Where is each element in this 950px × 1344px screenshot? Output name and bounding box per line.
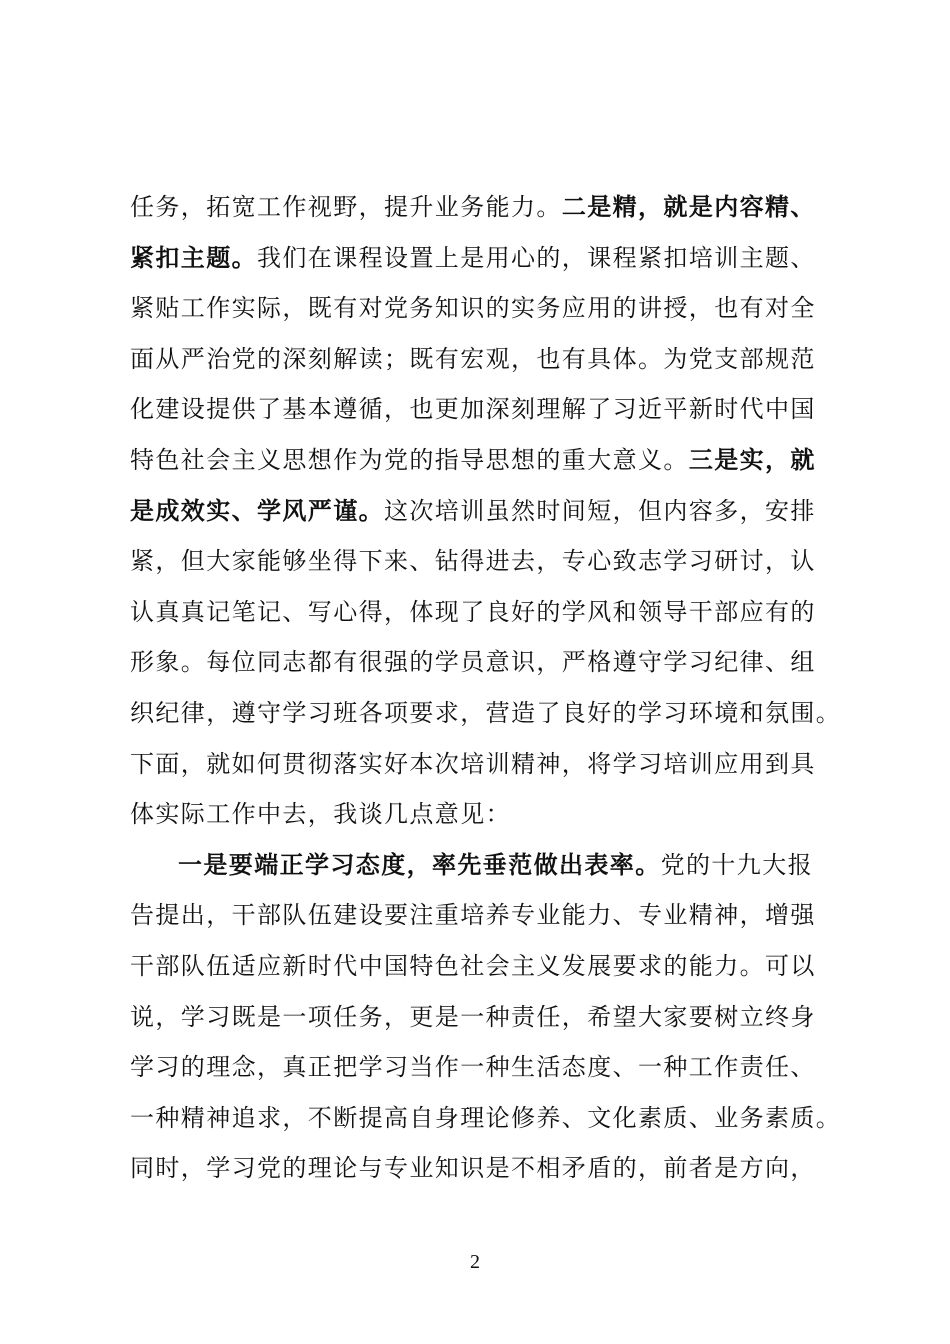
text-segment: 紧贴工作实际，既有对党务知识的实务应用的讲授，也有对全: [130, 294, 816, 323]
text-line: [130, 840, 850, 891]
text-line: [130, 536, 850, 587]
text-segment: 化建设提供了基本遵循，也更加深刻理解了习近平新时代中国: [130, 395, 816, 424]
text-line: [130, 890, 850, 941]
text-segment: 党的十九大报: [660, 850, 814, 879]
bold-text-segment: 三是实，就: [688, 444, 816, 474]
text-line: [130, 637, 850, 688]
text-line: [130, 486, 850, 537]
text-segment: 这次培训虽然时间短，但内容多，安排: [384, 496, 816, 525]
text-segment: 告提出，干部队伍建设要注重培养专业能力、专业精神，增强: [130, 901, 816, 930]
text-line: [130, 789, 850, 840]
text-segment: 一种精神追求，不断提高自身理论修养、文化素质、业务素质。: [130, 1103, 842, 1132]
text-segment: 说，学习既是一项任务，更是一种责任，希望大家要树立终身: [130, 1002, 816, 1031]
text-line: [130, 283, 850, 334]
text-segment: 面从严治党的深刻解读；既有宏观，也有具体。为党支部规范: [130, 344, 816, 373]
text-segment: 学习的理念，真正把学习当作一种生活态度、一种工作责任、: [130, 1053, 816, 1082]
text-line: [130, 182, 850, 233]
text-line: [130, 1093, 850, 1144]
text-segment: 干部队伍适应新时代中国特色社会主义发展要求的能力。可以: [130, 951, 816, 980]
text-segment: 特色社会主义思想作为党的指导思想的重大意义。: [130, 445, 689, 474]
text-line: [130, 688, 850, 739]
text-line: [130, 435, 850, 486]
text-segment: 形象。每位同志都有很强的学员意识，严格遵守学习纪律、组: [130, 648, 816, 677]
text-line: [130, 1143, 850, 1194]
bold-text-segment: 紧扣主题。: [130, 242, 257, 272]
text-segment: 下面，就如何贯彻落实好本次培训精神，将学习培训应用到具: [130, 749, 816, 778]
text-segment: 同时，学习党的理论与专业知识是不相矛盾的，前者是方向，: [130, 1154, 816, 1183]
bold-text-segment: 一是要端正学习态度，率先垂范做出表率。: [178, 849, 661, 879]
text-line: [130, 587, 850, 638]
text-segment: 我们在课程设置上是用心的，课程紧扣培训主题、: [257, 243, 816, 272]
text-segment: 任务，拓宽工作视野，提升业务能力。: [130, 193, 562, 221]
page-number: 2: [470, 1251, 480, 1273]
body-text: [130, 182, 850, 1194]
bold-text-segment: 二是精，就是内容精、: [561, 192, 816, 221]
bold-text-segment: 是成效实、学风严谨。: [130, 495, 384, 525]
text-line: [130, 334, 850, 385]
text-segment: 体实际工作中去，我谈几点意见：: [130, 800, 511, 829]
text-segment: 织纪律，遵守学习班各项要求，营造了良好的学习环境和氛围。: [130, 698, 842, 727]
text-segment: 认真真记笔记、写心得，体现了良好的学风和领导干部应有的: [130, 597, 816, 626]
text-line: [130, 1042, 850, 1093]
text-line: [130, 233, 850, 284]
text-line: [130, 739, 850, 790]
text-line: [130, 384, 850, 435]
text-segment: 紧，但大家能够坐得下来、钻得进去，专心致志学习研讨，认: [130, 547, 816, 576]
text-line: [130, 992, 850, 1043]
text-line: [130, 941, 850, 992]
